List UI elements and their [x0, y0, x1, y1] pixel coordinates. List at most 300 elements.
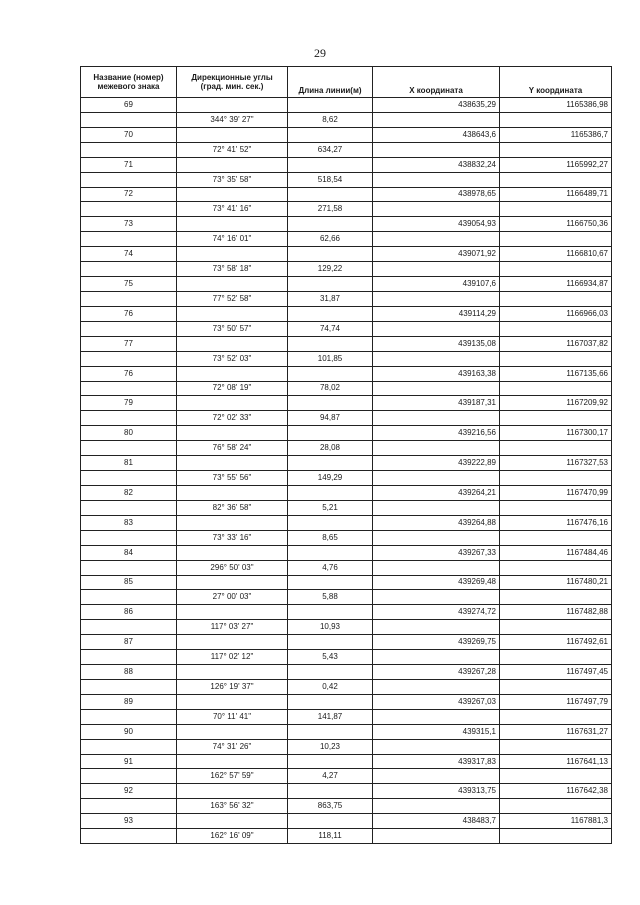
empty-cell: [288, 575, 373, 590]
empty-cell: [288, 366, 373, 381]
empty-cell: [177, 217, 288, 232]
y-coordinate: 1166750,36: [500, 217, 612, 232]
empty-cell: [373, 142, 500, 157]
direction-angle: 73° 55' 56": [177, 471, 288, 486]
table-row: [81, 217, 612, 232]
x-coordinate: 439267,33: [373, 545, 500, 560]
empty-cell: [288, 665, 373, 680]
table-body: [81, 98, 612, 844]
x-coordinate: 439267,28: [373, 665, 500, 680]
empty-cell: [177, 545, 288, 560]
table-row: [81, 336, 612, 351]
empty-cell: [373, 799, 500, 814]
point-name: 76: [81, 366, 177, 381]
direction-angle: 73° 35' 58": [177, 172, 288, 187]
page-number: 29: [314, 46, 326, 60]
y-coordinate: 1167497,79: [500, 694, 612, 709]
y-coordinate: 1167480,21: [500, 575, 612, 590]
empty-cell: [500, 500, 612, 515]
empty-cell: [81, 500, 177, 515]
table-row: [81, 172, 612, 187]
direction-angle: 73° 33' 16": [177, 530, 288, 545]
empty-cell: [177, 426, 288, 441]
point-name: 77: [81, 336, 177, 351]
table-row: [81, 739, 612, 754]
empty-cell: [500, 679, 612, 694]
direction-angle: 73° 52' 03": [177, 351, 288, 366]
table-row: [81, 724, 612, 739]
point-name: 93: [81, 814, 177, 829]
table-row: [81, 366, 612, 381]
empty-cell: [288, 98, 373, 113]
table-row: [81, 98, 612, 113]
table-row: [81, 306, 612, 321]
table-row: [81, 247, 612, 262]
point-name: 70: [81, 127, 177, 142]
direction-angle: 163° 56' 32": [177, 799, 288, 814]
x-coordinate: 438483,7: [373, 814, 500, 829]
point-name: 73: [81, 217, 177, 232]
point-name: 72: [81, 187, 177, 202]
point-name: 76: [81, 306, 177, 321]
line-length: 129,22: [288, 262, 373, 277]
empty-cell: [373, 769, 500, 784]
table-row: [81, 754, 612, 769]
empty-cell: [500, 739, 612, 754]
table-row: [81, 515, 612, 530]
line-length: 118,11: [288, 829, 373, 844]
y-coordinate: 1165386,7: [500, 127, 612, 142]
empty-cell: [177, 336, 288, 351]
line-length: 101,85: [288, 351, 373, 366]
line-length: 141,87: [288, 709, 373, 724]
empty-cell: [81, 799, 177, 814]
empty-cell: [373, 321, 500, 336]
empty-cell: [288, 515, 373, 530]
line-length: 5,43: [288, 650, 373, 665]
empty-cell: [81, 739, 177, 754]
x-coordinate: 439274,72: [373, 605, 500, 620]
point-name: 79: [81, 396, 177, 411]
table-row: [81, 545, 612, 560]
y-coordinate: 1165386,98: [500, 98, 612, 113]
x-coordinate: 438978,65: [373, 187, 500, 202]
table-row: [81, 127, 612, 142]
empty-cell: [288, 306, 373, 321]
empty-cell: [177, 665, 288, 680]
empty-cell: [288, 336, 373, 351]
point-name: 81: [81, 456, 177, 471]
x-coordinate: 439313,75: [373, 784, 500, 799]
y-coordinate: 1167497,45: [500, 665, 612, 680]
table-row: [81, 635, 612, 650]
line-length: 8,65: [288, 530, 373, 545]
header-point-name: Название (номер) межевого знака: [81, 67, 177, 98]
empty-cell: [177, 157, 288, 172]
empty-cell: [373, 620, 500, 635]
point-name: 89: [81, 694, 177, 709]
empty-cell: [177, 456, 288, 471]
empty-cell: [81, 321, 177, 336]
empty-cell: [373, 232, 500, 247]
empty-cell: [288, 635, 373, 650]
y-coordinate: 1167631,27: [500, 724, 612, 739]
coordinates-table: [80, 66, 612, 844]
empty-cell: [177, 724, 288, 739]
empty-cell: [288, 545, 373, 560]
line-length: 62,66: [288, 232, 373, 247]
table-row: [81, 694, 612, 709]
empty-cell: [177, 98, 288, 113]
direction-angle: 117° 03' 27": [177, 620, 288, 635]
table-row: [81, 784, 612, 799]
empty-cell: [177, 814, 288, 829]
table-row: [81, 157, 612, 172]
table-row: [81, 262, 612, 277]
point-name: 83: [81, 515, 177, 530]
direction-angle: 82° 36' 58": [177, 500, 288, 515]
empty-cell: [500, 291, 612, 306]
direction-angle: 126° 19' 37": [177, 679, 288, 694]
line-length: 28,08: [288, 441, 373, 456]
x-coordinate: 439071,92: [373, 247, 500, 262]
table-row: [81, 456, 612, 471]
point-name: 84: [81, 545, 177, 560]
point-name: 71: [81, 157, 177, 172]
x-coordinate: 439315,1: [373, 724, 500, 739]
line-length: 271,58: [288, 202, 373, 217]
empty-cell: [500, 411, 612, 426]
x-coordinate: 439267,03: [373, 694, 500, 709]
point-name: 92: [81, 784, 177, 799]
empty-cell: [177, 575, 288, 590]
direction-angle: 72° 08' 19": [177, 381, 288, 396]
empty-cell: [81, 172, 177, 187]
empty-cell: [500, 530, 612, 545]
empty-cell: [373, 441, 500, 456]
table-row: [81, 471, 612, 486]
table-row: [81, 321, 612, 336]
table-row: [81, 187, 612, 202]
empty-cell: [177, 635, 288, 650]
table-row: [81, 665, 612, 680]
x-coordinate: 439107,6: [373, 277, 500, 292]
y-coordinate: 1167476,16: [500, 515, 612, 530]
empty-cell: [288, 724, 373, 739]
empty-cell: [373, 679, 500, 694]
empty-cell: [81, 381, 177, 396]
empty-cell: [373, 530, 500, 545]
point-name: 82: [81, 485, 177, 500]
x-coordinate: 438832,24: [373, 157, 500, 172]
empty-cell: [177, 605, 288, 620]
table-row: [81, 485, 612, 500]
empty-cell: [288, 127, 373, 142]
x-coordinate: 439187,31: [373, 396, 500, 411]
line-length: 149,29: [288, 471, 373, 486]
y-coordinate: 1166810,67: [500, 247, 612, 262]
line-length: 74,74: [288, 321, 373, 336]
table-row: [81, 232, 612, 247]
empty-cell: [177, 396, 288, 411]
line-length: 634,27: [288, 142, 373, 157]
x-coordinate: 439222,89: [373, 456, 500, 471]
empty-cell: [177, 784, 288, 799]
empty-cell: [373, 500, 500, 515]
y-coordinate: 1167037,82: [500, 336, 612, 351]
point-name: 91: [81, 754, 177, 769]
empty-cell: [81, 679, 177, 694]
y-coordinate: 1167300,17: [500, 426, 612, 441]
empty-cell: [500, 232, 612, 247]
table-row: [81, 590, 612, 605]
header-y-coordinate: Y координата: [500, 67, 612, 98]
direction-angle: 76° 58' 24": [177, 441, 288, 456]
y-coordinate: 1166489,71: [500, 187, 612, 202]
point-name: 74: [81, 247, 177, 262]
empty-cell: [500, 142, 612, 157]
empty-cell: [81, 650, 177, 665]
empty-cell: [177, 306, 288, 321]
empty-cell: [373, 172, 500, 187]
empty-cell: [288, 456, 373, 471]
empty-cell: [373, 829, 500, 844]
empty-cell: [177, 247, 288, 262]
line-length: 5,21: [288, 500, 373, 515]
direction-angle: 162° 16' 09": [177, 829, 288, 844]
empty-cell: [81, 142, 177, 157]
empty-cell: [500, 620, 612, 635]
table-header-row: [81, 67, 612, 98]
empty-cell: [177, 277, 288, 292]
table-row: [81, 679, 612, 694]
table-row: [81, 202, 612, 217]
empty-cell: [177, 515, 288, 530]
y-coordinate: 1167135,66: [500, 366, 612, 381]
line-length: 518,54: [288, 172, 373, 187]
empty-cell: [81, 829, 177, 844]
empty-cell: [288, 485, 373, 500]
empty-cell: [288, 247, 373, 262]
empty-cell: [500, 381, 612, 396]
table-row: [81, 620, 612, 635]
y-coordinate: 1167209,92: [500, 396, 612, 411]
empty-cell: [177, 187, 288, 202]
table-row: [81, 441, 612, 456]
empty-cell: [81, 232, 177, 247]
empty-cell: [373, 709, 500, 724]
point-name: 90: [81, 724, 177, 739]
table-row: [81, 560, 612, 575]
empty-cell: [500, 112, 612, 127]
point-name: 86: [81, 605, 177, 620]
empty-cell: [81, 351, 177, 366]
empty-cell: [373, 291, 500, 306]
table-row: [81, 396, 612, 411]
direction-angle: 74° 31' 26": [177, 739, 288, 754]
x-coordinate: 439163,38: [373, 366, 500, 381]
empty-cell: [500, 829, 612, 844]
y-coordinate: 1167881,3: [500, 814, 612, 829]
empty-cell: [81, 769, 177, 784]
empty-cell: [177, 694, 288, 709]
empty-cell: [81, 530, 177, 545]
header-direction-angle: Дирекционные углы (град. мин. сек.): [177, 67, 288, 98]
empty-cell: [373, 381, 500, 396]
direction-angle: 77° 52' 58": [177, 291, 288, 306]
empty-cell: [373, 650, 500, 665]
line-length: 863,75: [288, 799, 373, 814]
x-coordinate: 439114,29: [373, 306, 500, 321]
empty-cell: [81, 620, 177, 635]
empty-cell: [500, 560, 612, 575]
y-coordinate: 1166934,87: [500, 277, 612, 292]
empty-cell: [500, 471, 612, 486]
x-coordinate: 439269,75: [373, 635, 500, 650]
line-length: 5,88: [288, 590, 373, 605]
x-coordinate: 439317,83: [373, 754, 500, 769]
line-length: 10,93: [288, 620, 373, 635]
y-coordinate: 1167641,13: [500, 754, 612, 769]
x-coordinate: 438643,6: [373, 127, 500, 142]
direction-angle: 73° 58' 18": [177, 262, 288, 277]
direction-angle: 73° 41' 16": [177, 202, 288, 217]
empty-cell: [500, 172, 612, 187]
line-length: 4,27: [288, 769, 373, 784]
empty-cell: [288, 277, 373, 292]
x-coordinate: 439269,48: [373, 575, 500, 590]
empty-cell: [177, 127, 288, 142]
y-coordinate: 1167642,38: [500, 784, 612, 799]
direction-angle: 74° 16' 01": [177, 232, 288, 247]
header-line-length: Длина линии(м): [288, 67, 373, 98]
table-row: [81, 277, 612, 292]
empty-cell: [373, 351, 500, 366]
line-length: 8,62: [288, 112, 373, 127]
table-row: [81, 530, 612, 545]
point-name: 88: [81, 665, 177, 680]
empty-cell: [373, 560, 500, 575]
empty-cell: [373, 202, 500, 217]
table-row: [81, 769, 612, 784]
direction-angle: 296° 50' 03": [177, 560, 288, 575]
point-name: 87: [81, 635, 177, 650]
line-length: 10,23: [288, 739, 373, 754]
empty-cell: [373, 471, 500, 486]
empty-cell: [288, 426, 373, 441]
header-x-coordinate: X координата: [373, 67, 500, 98]
direction-angle: 27° 00' 03": [177, 590, 288, 605]
y-coordinate: 1167327,53: [500, 456, 612, 471]
direction-angle: 70° 11' 41": [177, 709, 288, 724]
table-row: [81, 291, 612, 306]
empty-cell: [500, 202, 612, 217]
table-row: [81, 411, 612, 426]
empty-cell: [81, 262, 177, 277]
point-name: 69: [81, 98, 177, 113]
direction-angle: 344° 39' 27": [177, 112, 288, 127]
table-row: [81, 381, 612, 396]
empty-cell: [177, 754, 288, 769]
x-coordinate: 439216,56: [373, 426, 500, 441]
empty-cell: [373, 411, 500, 426]
empty-cell: [288, 187, 373, 202]
line-length: 94,87: [288, 411, 373, 426]
empty-cell: [373, 262, 500, 277]
direction-angle: 73° 50' 57": [177, 321, 288, 336]
empty-cell: [288, 396, 373, 411]
empty-cell: [81, 560, 177, 575]
point-name: 80: [81, 426, 177, 441]
empty-cell: [81, 471, 177, 486]
empty-cell: [500, 709, 612, 724]
y-coordinate: 1167470,99: [500, 485, 612, 500]
table-row: [81, 426, 612, 441]
empty-cell: [288, 784, 373, 799]
empty-cell: [177, 485, 288, 500]
line-length: 78,02: [288, 381, 373, 396]
point-name: 75: [81, 277, 177, 292]
table-row: [81, 814, 612, 829]
empty-cell: [500, 351, 612, 366]
empty-cell: [288, 217, 373, 232]
empty-cell: [500, 321, 612, 336]
line-length: 31,87: [288, 291, 373, 306]
empty-cell: [81, 202, 177, 217]
empty-cell: [288, 605, 373, 620]
empty-cell: [500, 650, 612, 665]
empty-cell: [500, 769, 612, 784]
direction-angle: 117° 02' 12": [177, 650, 288, 665]
line-length: 0,42: [288, 679, 373, 694]
table-row: [81, 829, 612, 844]
table-row: [81, 142, 612, 157]
x-coordinate: 439264,21: [373, 485, 500, 500]
empty-cell: [373, 590, 500, 605]
table-row: [81, 605, 612, 620]
empty-cell: [81, 112, 177, 127]
table-row: [81, 650, 612, 665]
direction-angle: 72° 41' 52": [177, 142, 288, 157]
y-coordinate: 1165992,27: [500, 157, 612, 172]
y-coordinate: 1166966,03: [500, 306, 612, 321]
x-coordinate: 439135,08: [373, 336, 500, 351]
x-coordinate: 439264,88: [373, 515, 500, 530]
point-name: 85: [81, 575, 177, 590]
empty-cell: [500, 799, 612, 814]
empty-cell: [177, 366, 288, 381]
table-row: [81, 112, 612, 127]
empty-cell: [373, 112, 500, 127]
x-coordinate: 438635,29: [373, 98, 500, 113]
empty-cell: [288, 694, 373, 709]
y-coordinate: 1167492,61: [500, 635, 612, 650]
empty-cell: [288, 157, 373, 172]
table-row: [81, 799, 612, 814]
y-coordinate: 1167482,88: [500, 605, 612, 620]
direction-angle: 162° 57' 59": [177, 769, 288, 784]
x-coordinate: 439054,93: [373, 217, 500, 232]
y-coordinate: 1167484,46: [500, 545, 612, 560]
empty-cell: [288, 814, 373, 829]
empty-cell: [81, 411, 177, 426]
table-row: [81, 575, 612, 590]
empty-cell: [500, 590, 612, 605]
empty-cell: [81, 590, 177, 605]
empty-cell: [373, 739, 500, 754]
table-row: [81, 351, 612, 366]
empty-cell: [500, 262, 612, 277]
